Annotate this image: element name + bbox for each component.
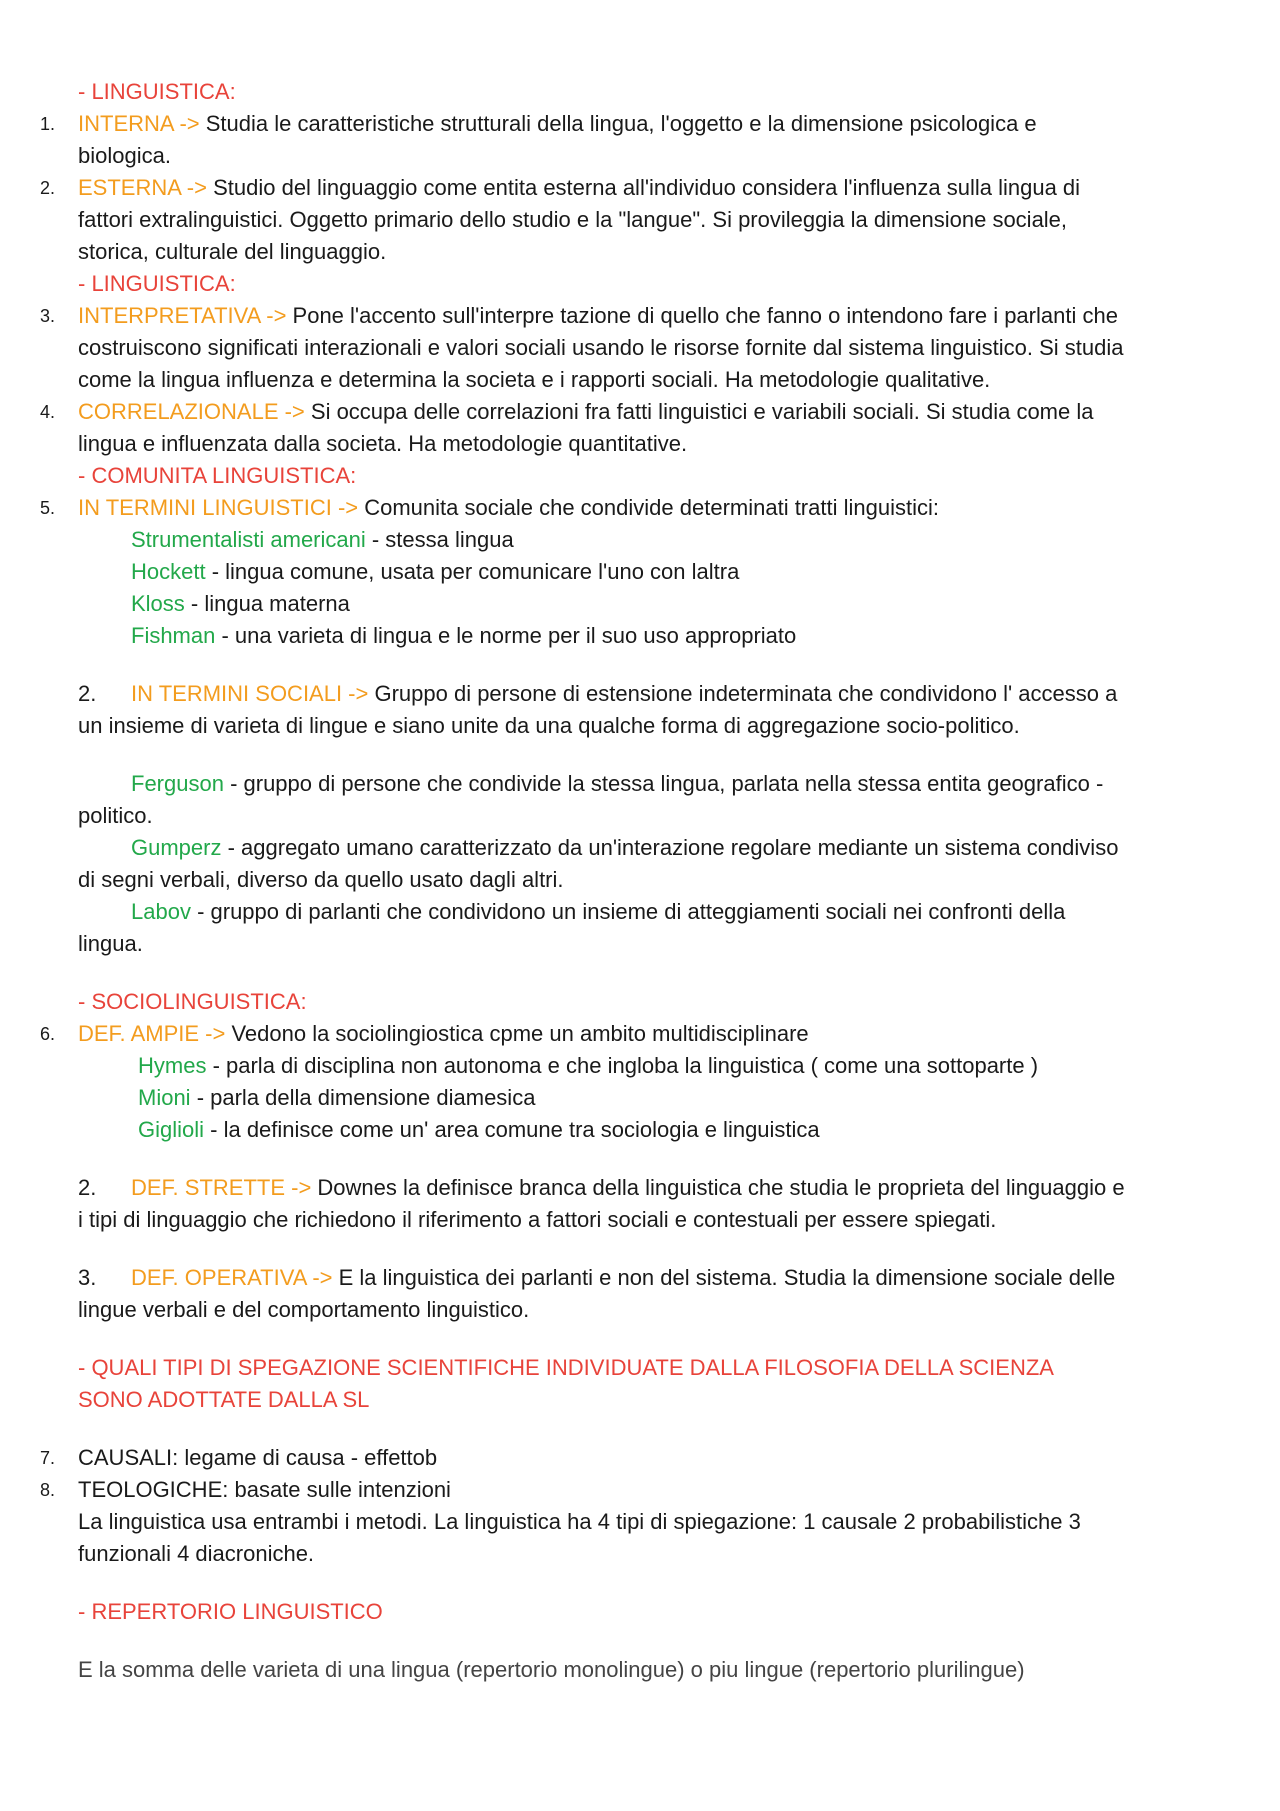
- item-def-operativa: [78, 1264, 1115, 1292]
- list-number: 6.: [40, 1024, 56, 1044]
- item-text: Comunita sociale che condivide determinati tratti linguistici:: [358, 495, 939, 520]
- author-text: - parla di disciplina non autonoma e che ingloba la linguistica ( come una sottoparte ): [206, 1053, 1039, 1078]
- item-text: E la linguistica dei parlanti e non del sistema. Studia la dimensione sociale delle: [332, 1265, 1116, 1290]
- list-number: 1.: [40, 114, 56, 134]
- section-heading-linguistica-1: - LINGUISTICA:: [78, 79, 236, 104]
- inline-number: 2.: [78, 681, 97, 706]
- section-heading-repertorio: - REPERTORIO LINGUISTICO: [78, 1599, 383, 1624]
- item-text-line: politico.: [78, 803, 153, 828]
- item-text-line: fattori extralinguistici. Oggetto primario dello studio e la "langue". Si provileggia la dimensione sociale,: [78, 207, 1068, 232]
- author-name: Mioni: [138, 1085, 191, 1110]
- item-interna: [78, 110, 1037, 138]
- inline-number: 2.: [78, 1175, 97, 1200]
- item-text-line: lingua.: [78, 931, 143, 956]
- author-text: - la definisce come un' area comune tra sociologia e linguistica: [204, 1117, 820, 1142]
- author-entry: [138, 1052, 1038, 1080]
- item-text: Gruppo di persone di estensione indeterminata che condividono l' accesso a: [368, 681, 1118, 706]
- item-teologiche: TEOLOGICHE: basate sulle intenzioni: [78, 1477, 451, 1502]
- section-heading-linguistica-2: - LINGUISTICA:: [78, 271, 236, 296]
- author-entry: [131, 526, 514, 554]
- item-def-strette: [78, 1174, 1125, 1202]
- term-def-ampie: DEF. AMPIE ->: [78, 1021, 226, 1046]
- list-number: 3.: [40, 306, 56, 326]
- item-text-line: lingue verbali e del comportamento linguistico.: [78, 1297, 530, 1322]
- author-text: - gruppo di persone che condivide la stessa lingua, parlata nella stessa entita geografico -: [223, 771, 1104, 796]
- item-text: Vedono la sociolingiostica cpme un ambito multidisciplinare: [225, 1021, 809, 1046]
- section-heading-spiegazione: - QUALI TIPI DI SPEGAZIONE SCIENTIFICHE INDIVIDUATE DALLA FILOSOFIA DELLA SCIENZA: [78, 1355, 1054, 1380]
- item-interpretativa: [78, 302, 1118, 330]
- list-number: 5.: [40, 498, 56, 518]
- item-causali: CAUSALI: legame di causa - effettob: [78, 1445, 438, 1470]
- author-text: - lingua materna: [184, 591, 350, 616]
- item-text-line: lingua e influenzata dalla societa. Ha metodologie quantitative.: [78, 431, 688, 456]
- author-name: Gumperz: [131, 835, 222, 860]
- author-text: - lingua comune, usata per comunicare l'uno con laltra: [205, 559, 740, 584]
- item-text: Downes la definisce branca della linguistica che studia le proprieta del linguaggio e: [311, 1175, 1125, 1200]
- term-def-strette: DEF. STRETTE ->: [131, 1175, 312, 1200]
- term-termini-sociali: IN TERMINI SOCIALI ->: [131, 681, 369, 706]
- author-name: Giglioli: [138, 1117, 205, 1142]
- author-entry: [138, 1084, 535, 1112]
- item-text-line: come la lingua influenza e determina la societa e i rapporti sociali. Ha metodologie qualitative.: [78, 367, 991, 392]
- author-name: Fishman: [131, 623, 216, 648]
- author-entry: [131, 622, 796, 650]
- item-text-line: costruiscono significati interazionali e valori sociali usando le risorse fornite dal sistema linguistico. Si studia: [78, 335, 1124, 360]
- list-number: 8.: [40, 1480, 56, 1500]
- item-text-line: di segni verbali, diverso da quello usato dagli altri.: [78, 867, 564, 892]
- author-name: Strumentalisti americani: [131, 527, 366, 552]
- author-entry: [131, 558, 739, 586]
- author-entry: [131, 770, 1103, 798]
- term-esterna: ESTERNA ->: [78, 175, 207, 200]
- author-entry: [131, 590, 350, 618]
- list-number: 2.: [40, 178, 56, 198]
- author-text: - stessa lingua: [365, 527, 514, 552]
- author-name: Kloss: [131, 591, 185, 616]
- author-name: Ferguson: [131, 771, 224, 796]
- author-name: Hockett: [131, 559, 206, 584]
- item-text: Studio del linguaggio come entita esterna all'individuo considera l'influenza sulla lingua di: [206, 175, 1081, 200]
- section-heading-comunita: - COMUNITA LINGUISTICA:: [78, 463, 357, 488]
- list-number: 7.: [40, 1448, 56, 1468]
- author-text: - una varieta di lingua e le norme per il suo uso appropriato: [215, 623, 797, 648]
- author-entry: [138, 1116, 820, 1144]
- item-correlazionale: [78, 398, 1093, 426]
- inline-number: 3.: [78, 1265, 97, 1290]
- item-text: Pone l'accento sull'interpre tazione di quello che fanno o intendono fare i parlanti che: [286, 303, 1118, 328]
- item-text-line: funzionali 4 diacroniche.: [78, 1541, 315, 1566]
- item-text-line: La linguistica usa entrambi i metodi. La linguistica ha 4 tipi di spiegazione: 1 causale 2 probabilistiche 3: [78, 1509, 1081, 1534]
- item-termini-sociali: [78, 680, 1117, 708]
- term-correlazionale: CORRELAZIONALE ->: [78, 399, 305, 424]
- author-text: - aggregato umano caratterizzato da un'interazione regolare mediante un sistema condiviso: [221, 835, 1119, 860]
- term-def-operativa: DEF. OPERATIVA ->: [131, 1265, 333, 1290]
- item-text: Studia le caratteristiche strutturali della lingua, l'oggetto e la dimensione psicologica e: [199, 111, 1037, 136]
- item-termini-linguistici: [78, 494, 939, 522]
- item-text-line: un insieme di varieta di lingue e siano unite da una qualche forma di aggregazione socio-politico.: [78, 713, 1020, 738]
- repertorio-definition: E la somma delle varieta di una lingua (repertorio monolingue) o piu lingue (repertorio plurilingue): [78, 1657, 1025, 1682]
- author-name: Labov: [131, 899, 191, 924]
- term-interpretativa: INTERPRETATIVA ->: [78, 303, 287, 328]
- item-text-line: i tipi di linguaggio che richiedono il riferimento a fattori sociali e contestuali per essere spiegati.: [78, 1207, 997, 1232]
- author-entry: [131, 898, 1065, 926]
- author-text: - parla della dimensione diamesica: [190, 1085, 536, 1110]
- list-number: 4.: [40, 402, 56, 422]
- author-name: Hymes: [138, 1053, 207, 1078]
- section-heading-sociolinguistica: - SOCIOLINGUISTICA:: [78, 989, 307, 1014]
- item-def-ampie: [78, 1020, 809, 1048]
- author-text: - gruppo di parlanti che condividono un insieme di atteggiamenti sociali nei confronti della: [190, 899, 1066, 924]
- item-esterna: [78, 174, 1080, 202]
- section-heading-spiegazione-cont: SONO ADOTTATE DALLA SL: [78, 1387, 370, 1412]
- item-text-line: storica, culturale del linguaggio.: [78, 239, 387, 264]
- term-termini-linguistici: IN TERMINI LINGUISTICI ->: [78, 495, 359, 520]
- item-text: Si occupa delle correlazioni fra fatti linguistici e variabili sociali. Si studia come la: [304, 399, 1094, 424]
- author-entry: [131, 834, 1118, 862]
- term-interna: INTERNA ->: [78, 111, 200, 136]
- item-text-line: biologica.: [78, 143, 171, 168]
